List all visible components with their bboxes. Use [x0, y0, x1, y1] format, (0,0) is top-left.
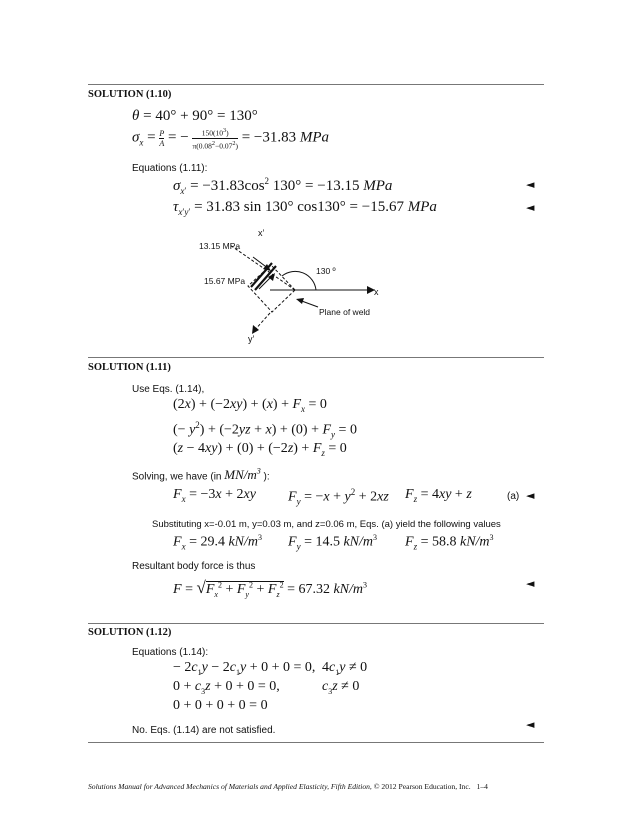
angle-arc — [282, 271, 316, 290]
x-prime-label: x’ — [258, 228, 265, 238]
compat-line-3: 0 + 0 + 0 + 0 = 0 — [173, 698, 268, 713]
compat-line-2b: $c_3z \ne 0$ — [322, 679, 360, 696]
bottom-rule — [88, 742, 544, 743]
compat-line-2a: $0 + c_3z + 0 + 0 = 0$, — [173, 679, 280, 696]
compat-line-1a: − $2c_1y - 2c_1y + 0 + 0 = 0$, — [173, 660, 316, 677]
answer-marker: ◄ — [526, 178, 535, 191]
answer-marker: ◄ — [526, 718, 535, 731]
body-force-fy: $F_y = -x + y^2 + 2xz$ — [288, 487, 389, 507]
equilibrium-eq-z: $(z - 4xy) + (0) + (-2z) + F_z = 0$ — [173, 441, 347, 458]
angle-label: 130 º — [316, 266, 336, 276]
y-prime-label: y’ — [248, 334, 255, 344]
weld-pointer-arrowhead — [296, 298, 304, 304]
value-fx: $F_x = 29.4$ $kN/m^3$ — [173, 533, 263, 552]
resultant-label: Resultant body force is thus — [132, 561, 256, 572]
answer-marker: ◄ — [526, 577, 535, 590]
plane-of-weld-label: Plane of weld — [319, 307, 371, 317]
theta-equation: θ = 40° + 90° = 130° — [132, 108, 258, 124]
weld-stress-diagram — [0, 0, 638, 360]
body-force-fx: $F_x = -3x + 2xy$ — [173, 487, 256, 504]
footer-copyright: © 2012 Pearson Education, Inc. — [373, 782, 471, 791]
x-axis-label-below: x — [374, 287, 379, 297]
body-force-fz: $F_z = 4xy + z$ — [405, 487, 472, 504]
value-fy: $F_y = 14.5$ $kN/m^3$ — [288, 533, 378, 552]
equilibrium-eq-x: $(2x) + (-2xy) + (x) + F_x = 0$ — [173, 397, 327, 414]
resultant-equation: $F = √F_x^2 + F_y^2 + F_z^2 = 67.32$ $kN/m^3$ — [173, 578, 368, 599]
conclusion-text: No. Eqs. (1.14) are not satisfied. — [132, 725, 276, 736]
equations-111-label: Equations (1.11): — [132, 163, 208, 174]
sigma-x-prime-equation: $\sigma_{x'} = -31.83\cos^2$ 130° = −13.15 MPa — [173, 176, 393, 196]
solution-1-10-heading: SOLUTION (1.10) — [88, 89, 172, 100]
answer-marker: ◄ — [526, 201, 535, 214]
equation-tag-a: (a) — [507, 491, 520, 502]
sigma-x-equation: $\sigma_x = \frac{P}{A}$ = − $150(10^3)$ $\pi(0.08^2-0.07^2) = -31.83$ MPa — [132, 127, 330, 150]
use-eqs-label: Use Eqs. (1.14), — [132, 384, 205, 395]
solution-1-12-heading: SOLUTION (1.12) — [88, 627, 172, 638]
value-fz: $F_z = 58.8$ $kN/m^3$ — [405, 533, 494, 552]
equations-114-label: Equations (1.14): — [132, 647, 209, 658]
footer-title: Solutions Manual for Advanced Mechanics of Materials and Applied Elasticity, Fifth Edition, — [88, 782, 372, 791]
equilibrium-eq-y: (− $y^2) + (-2yz + x) + (0) + F_y = 0$ — [173, 420, 357, 440]
substitution-text: Substituting x=-0.01 m, y=0.03 m, and z=0.06 m, Eqs. (a) yield the following values — [152, 519, 501, 530]
page-footer — [88, 782, 488, 791]
footer-page-number: 1–4 — [476, 782, 488, 791]
compat-line-1b: $4c_1y \ne 0$ — [322, 660, 368, 677]
solution-1-11-heading: SOLUTION (1.11) — [88, 362, 171, 373]
solving-label: Solving, we have (in $MN/m^3$ ): — [132, 467, 270, 483]
tau-xy-prime-equation: $\tau_{x'y'} = 31.83$ sin 130° cos130° = −15.67 MPa — [173, 199, 437, 217]
normal-stress-label: 13.15 MPa — [199, 241, 241, 251]
section-rule — [88, 623, 544, 624]
answer-marker: ◄ — [526, 489, 535, 502]
section-rule — [88, 357, 544, 358]
shear-stress-label: 15.67 MPa — [204, 276, 246, 286]
